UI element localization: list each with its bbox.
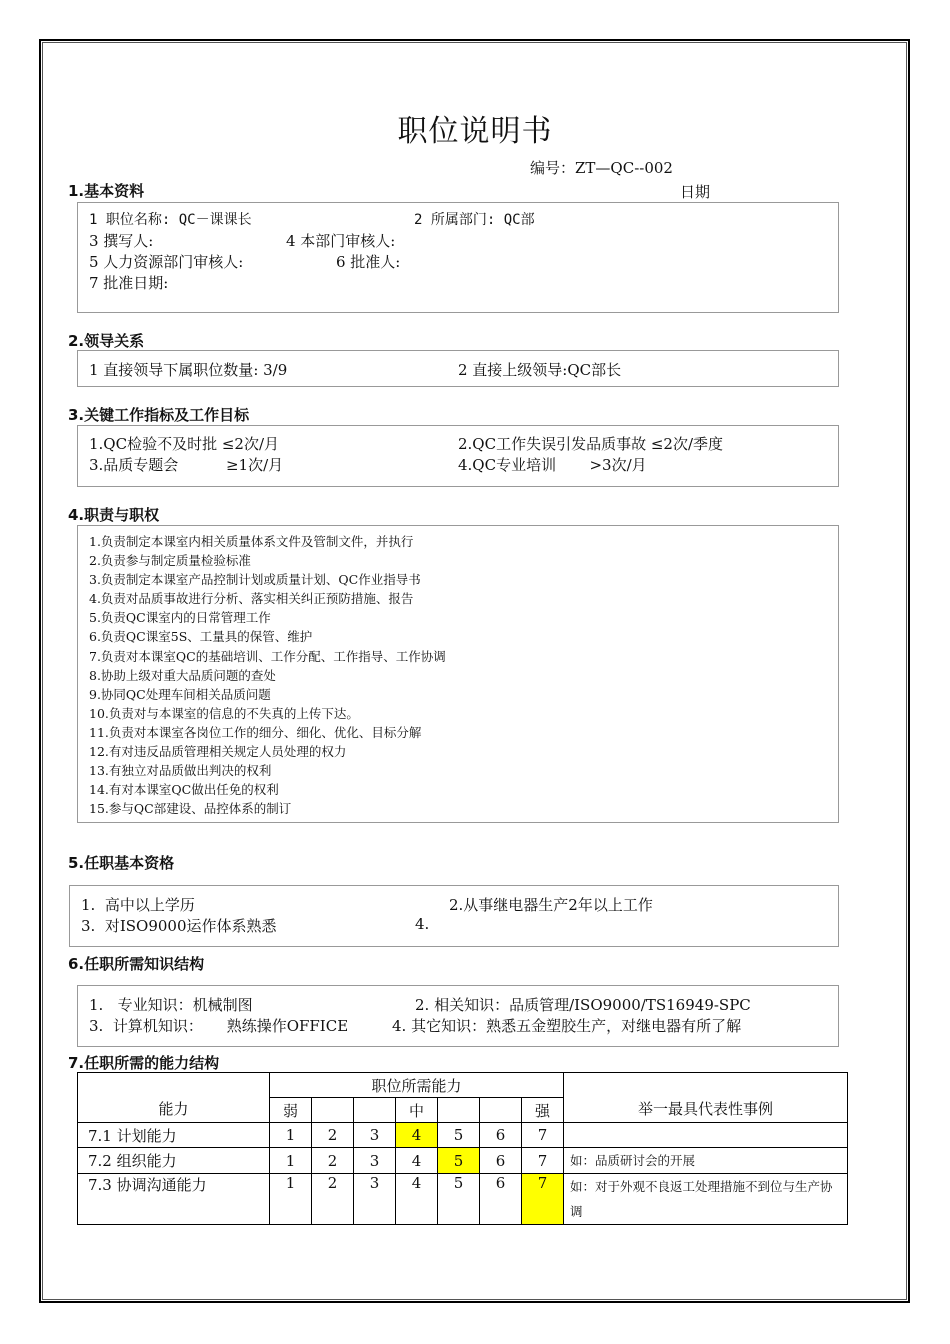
ability-label: 7.3 协调沟通能力 — [78, 1174, 270, 1225]
ability-level: 1 — [270, 1174, 312, 1225]
knowledge-professional: 1. 专业知识：机械制图 — [89, 996, 253, 1014]
duty-item: 9.协同QC处理车间相关品质问题 — [89, 686, 271, 702]
section-ability-heading: 7.任职所需的能力结构 — [68, 1054, 220, 1072]
ability-level-selected: 5 — [438, 1148, 480, 1174]
date-label: 日期 — [680, 183, 711, 201]
hr-reviewer: 5 人力资源部门审核人: — [89, 253, 244, 271]
ability-table — [77, 1072, 848, 1225]
ability-example: 如：对于外观不良返工处理措施不到位与生产协调 — [564, 1174, 848, 1225]
section-knowledge-heading: 6.任职所需知识结构 — [68, 955, 205, 973]
ability-row — [78, 1174, 848, 1225]
blank-cell — [312, 1098, 354, 1123]
dept-reviewer: 4 本部门审核人: — [286, 232, 396, 250]
duty-item: 12.有对违反品质管理相关规定人员处理的权力 — [89, 744, 347, 760]
qualifications-box — [69, 885, 839, 947]
kpi-box — [77, 425, 839, 487]
basic-info-box — [77, 202, 839, 313]
approver: 6 批准人: — [336, 253, 401, 271]
leadership-box — [77, 350, 839, 387]
writer: 3 撰写人: — [89, 232, 154, 250]
duty-item: 3.负责制定本课室产品控制计划或质量计划、QC作业指导书 — [89, 572, 421, 588]
section-leadership-heading: 2.领导关系 — [68, 332, 145, 350]
duty-item: 13.有独立对品质做出判决的权利 — [89, 763, 272, 779]
direct-superior: 2 直接上级领导:QC部长 — [458, 361, 622, 379]
position-name: 1 职位名称: QC－课课长 — [89, 212, 252, 228]
duty-item: 7.负责对本课室QC的基础培训、工作分配、工作指导、工作协调 — [89, 648, 446, 664]
ability-level: 6 — [480, 1174, 522, 1225]
duties-box — [77, 525, 839, 823]
kpi-1: 1.QC检验不及时批 ≤2次/月 — [89, 435, 280, 453]
duty-item: 8.协助上级对重大品质问题的查处 — [89, 667, 276, 683]
duty-item: 14.有对本课室QC做出任免的权利 — [89, 782, 279, 798]
ability-label: 7.2 组织能力 — [78, 1148, 270, 1174]
ability-level: 5 — [438, 1174, 480, 1225]
kpi-2: 2.QC工作失误引发品质事故 ≤2次/季度 — [458, 435, 724, 453]
section-kpi-heading: 3.关键工作指标及工作目标 — [68, 406, 250, 424]
blank-cell — [480, 1098, 522, 1123]
example-header: 举一最具代表性事例 — [564, 1073, 848, 1123]
ability-row — [78, 1123, 848, 1148]
qualification-3: 3. 对ISO9000运作体系熟悉 — [81, 917, 277, 935]
duty-item: 10.负责对与本课室的信息的不失真的上传下达。 — [89, 705, 359, 721]
ability-level-selected: 4 — [396, 1123, 438, 1148]
department: 2 所属部门: QC部 — [414, 212, 535, 228]
ability-level: 4 — [396, 1148, 438, 1174]
section-qualifications-heading: 5.任职基本资格 — [68, 854, 175, 872]
ability-rows — [78, 1123, 848, 1225]
blank-cell — [354, 1098, 396, 1123]
ability-level: 3 — [354, 1174, 396, 1225]
subordinate-count: 1 直接领导下属职位数量: 3/9 — [89, 361, 288, 379]
kpi-3: 3.品质专题会 ≥1次/月 — [89, 456, 284, 474]
duties-list — [89, 532, 446, 818]
duty-item: 2.负责参与制定质量检验标准 — [89, 553, 251, 569]
ability-level: 3 — [354, 1123, 396, 1148]
page-title: 职位说明书 — [397, 114, 553, 149]
section-basic-info-heading: 1.基本资料 — [68, 182, 145, 200]
knowledge-computer: 3. 计算机知识： 熟练操作OFFICE — [89, 1017, 349, 1035]
ability-example: 如：品质研讨会的开展 — [564, 1148, 848, 1174]
required-ability-header: 职位所需能力 — [270, 1073, 564, 1098]
ability-level: 2 — [312, 1174, 354, 1225]
duty-item: 11.负责对本课室各岗位工作的细分、细化、优化、目标分解 — [89, 724, 422, 740]
kpi-4: 4.QC专业培训 >3次/月 — [458, 456, 647, 474]
qualification-4: 4. — [415, 915, 430, 933]
ability-level-selected: 7 — [522, 1174, 564, 1225]
duty-item: 6.负责QC课室5S、工量具的保管、维护 — [89, 629, 313, 645]
ability-level: 2 — [312, 1148, 354, 1174]
duty-item: 5.负责QC课室内的日常管理工作 — [89, 610, 271, 626]
document-number: 编号：ZT—QC--002 — [530, 159, 673, 177]
ability-level: 6 — [480, 1123, 522, 1148]
ability-level: 6 — [480, 1148, 522, 1174]
knowledge-other: 4. 其它知识：熟悉五金塑胶生产，对继电器有所了解 — [392, 1017, 742, 1035]
ability-level: 7 — [522, 1123, 564, 1148]
qualification-2: 2.从事继电器生产2年以上工作 — [449, 896, 653, 914]
knowledge-related: 2. 相关知识：品质管理/ISO9000/TS16949-SPC — [415, 996, 751, 1014]
ability-level: 2 — [312, 1123, 354, 1148]
blank-cell — [438, 1098, 480, 1123]
section-duties-heading: 4.职责与职权 — [68, 506, 160, 524]
duty-item: 4.负责对品质事故进行分析、落实相关纠正预防措施、报告 — [89, 591, 414, 607]
ability-header: 能力 — [78, 1073, 270, 1123]
ability-level: 1 — [270, 1123, 312, 1148]
ability-level: 5 — [438, 1123, 480, 1148]
ability-label: 7.1 计划能力 — [78, 1123, 270, 1148]
ability-level: 7 — [522, 1148, 564, 1174]
qualification-1: 1. 高中以上学历 — [81, 896, 195, 914]
approval-date: 7 批准日期: — [89, 274, 169, 292]
ability-level: 3 — [354, 1148, 396, 1174]
duty-item: 15.参与QC部建设、品控体系的制订 — [89, 801, 292, 817]
mid-header: 中 — [396, 1098, 438, 1123]
ability-row — [78, 1148, 848, 1174]
duty-item: 1.负责制定本课室内相关质量体系文件及管制文件，并执行 — [89, 534, 414, 549]
ability-level: 1 — [270, 1148, 312, 1174]
strong-header: 强 — [522, 1098, 564, 1123]
knowledge-box — [77, 985, 839, 1047]
weak-header: 弱 — [270, 1098, 312, 1123]
ability-example — [564, 1123, 848, 1148]
ability-level: 4 — [396, 1174, 438, 1225]
